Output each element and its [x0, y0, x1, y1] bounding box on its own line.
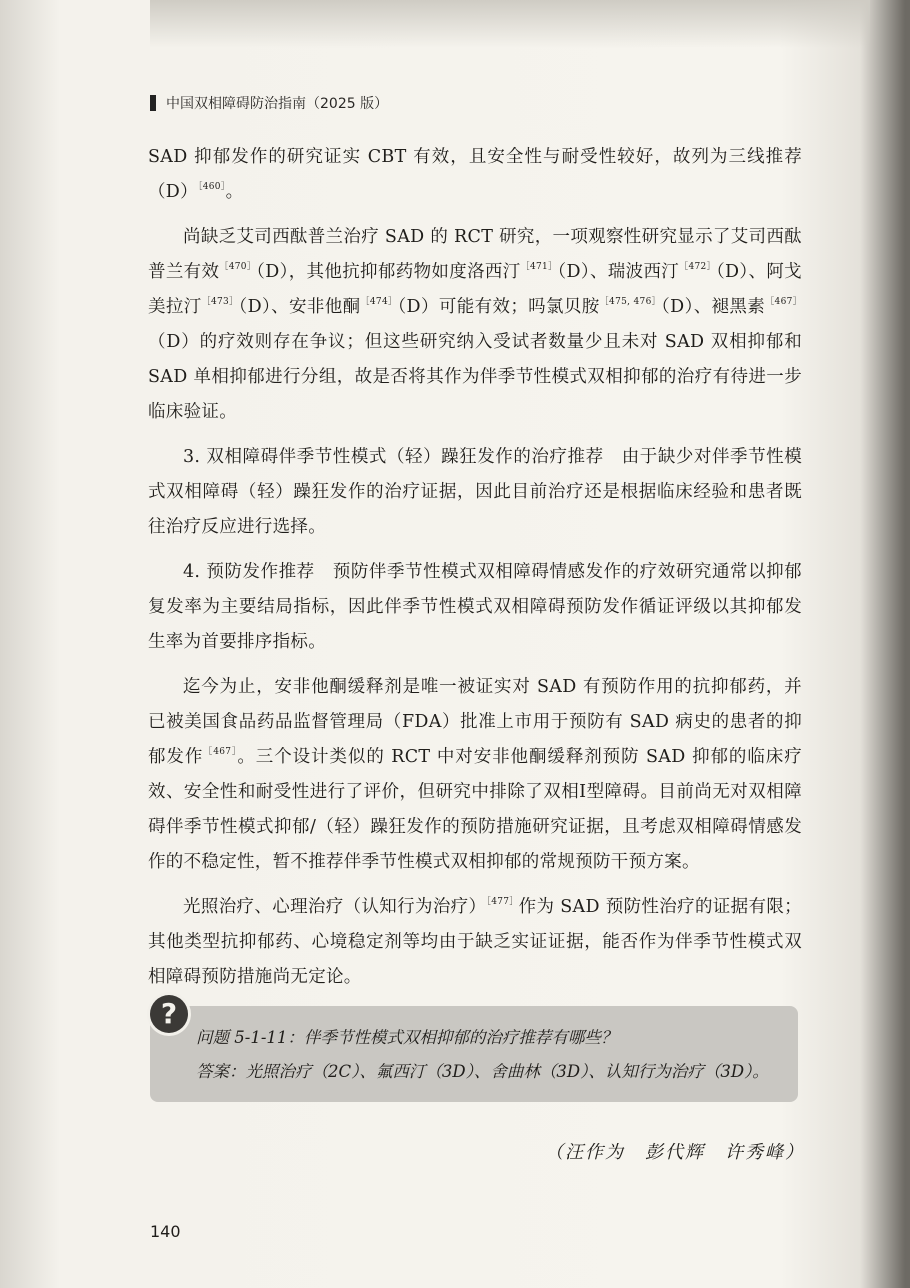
- paragraph-4: 4. 预防发作推荐 预防伴季节性模式双相障碍情感发作的疗效研究通常以抑郁复发率为主要结局指标，因此伴季节性模式双相障碍预防发作循证评级以其抑郁发生率为首要排序指标。: [148, 562, 802, 652]
- qa-text: [196, 1021, 796, 1089]
- running-header: [150, 93, 388, 113]
- page-top-shadow: [150, 0, 870, 48]
- citation: ［474］: [360, 297, 398, 307]
- paragraph-3: 3. 双相障碍伴季节性模式（轻）躁狂发作的治疗推荐 由于缺少对伴季节性模式双相障碍（轻）躁狂发作的治疗证据，因此目前治疗还是根据临床经验和患者既往治疗反应进行选择。: [148, 447, 802, 537]
- section-heading: 3. 双相障碍伴季节性模式（轻）躁狂发作的治疗推荐: [183, 447, 604, 467]
- paragraph-5: 迄今为止，安非他酮缓释剂是唯一被证实对 SAD 有预防作用的抗抑郁药，并已被美国食品药品监督管理局（FDA）批准上市用于预防有 SAD 病史的患者的抑郁发作$^{[467]}$。三个设计类似的 RCT 中对安非他酮缓释剂预防 SAD 抑郁的临床疗效、安全性和耐受性进行了评价，但研究中排除了双相Ⅰ型障碍。目前尚无对双相障碍伴季节性模式抑郁/（轻）躁狂发作的预防措施研究证据，且考虑双相障碍情感发作的不稳定性，暂不推荐伴季节性模式双相抑郁的常规预防干预方案。: [148, 677, 802, 872]
- citation: ［470］: [219, 262, 257, 272]
- paragraph-6: 光照治疗、心理治疗（认知行为治疗）$^{[477]}$作为 SAD 预防性治疗的证据有限；其他类型抗抑郁药、心境稳定剂等均由于缺乏实证证据，能否作为伴季节性模式双相障碍预防措施尚无定论。: [148, 897, 802, 987]
- citation: ［460］: [197, 182, 226, 192]
- qa-question: 问题 5-1-11：伴季节性模式双相抑郁的治疗推荐有哪些？: [196, 1028, 618, 1047]
- citation: ［467］: [765, 297, 803, 307]
- authors: （汪作为 彭代辉 许秀峰）: [545, 1142, 805, 1163]
- question-icon: ?: [150, 995, 188, 1033]
- qa-answer: 答案：光照治疗（2C）、氟西汀（3D）、舍曲林（3D）、认知行为治疗（3D）。: [196, 1062, 769, 1081]
- citation: ［471］: [520, 262, 558, 272]
- paragraph-2: 尚缺乏艾司西酞普兰治疗 SAD 的 RCT 研究，一项观察性研究显示了艾司西酞普兰有效$^{[470]}$（D），其他抗抑郁药物如度洛西汀$^{[471]}$（D）、瑞波西汀$^{[472]}$（D）、阿戈美拉汀$^{[473]}$（D）、安非他酮$^{[474]}$（D）可能有效；吗氯贝胺$^{[475, 476]}$（D）、褪黑素$^{[467]}$（D）的疗效则存在争议；但这些研究纳入受试者数量少且未对 SAD 双相抑郁和 SAD 单相抑郁进行分组，故是否将其作为伴季节性模式双相抑郁的治疗有待进一步临床验证。: [148, 227, 803, 422]
- citation: ［472］: [679, 262, 716, 272]
- citation: ［473］: [201, 297, 239, 307]
- citation: ［467］: [203, 747, 238, 757]
- running-title: 中国双相障碍防治指南（2025 版）: [166, 96, 389, 112]
- citation: ［477］: [486, 897, 519, 907]
- header-bar-mark: [150, 95, 156, 111]
- section-heading: 4. 预防发作推荐: [183, 562, 315, 582]
- main-text: [148, 140, 802, 1005]
- citation: ［475, 476］: [599, 297, 662, 307]
- paragraph-1: SAD 抑郁发作的研究证实 CBT 有效，且安全性与耐受性较好，故列为三线推荐$(D)^{[460]}$。: [148, 147, 802, 202]
- page-number: 140: [150, 1222, 181, 1241]
